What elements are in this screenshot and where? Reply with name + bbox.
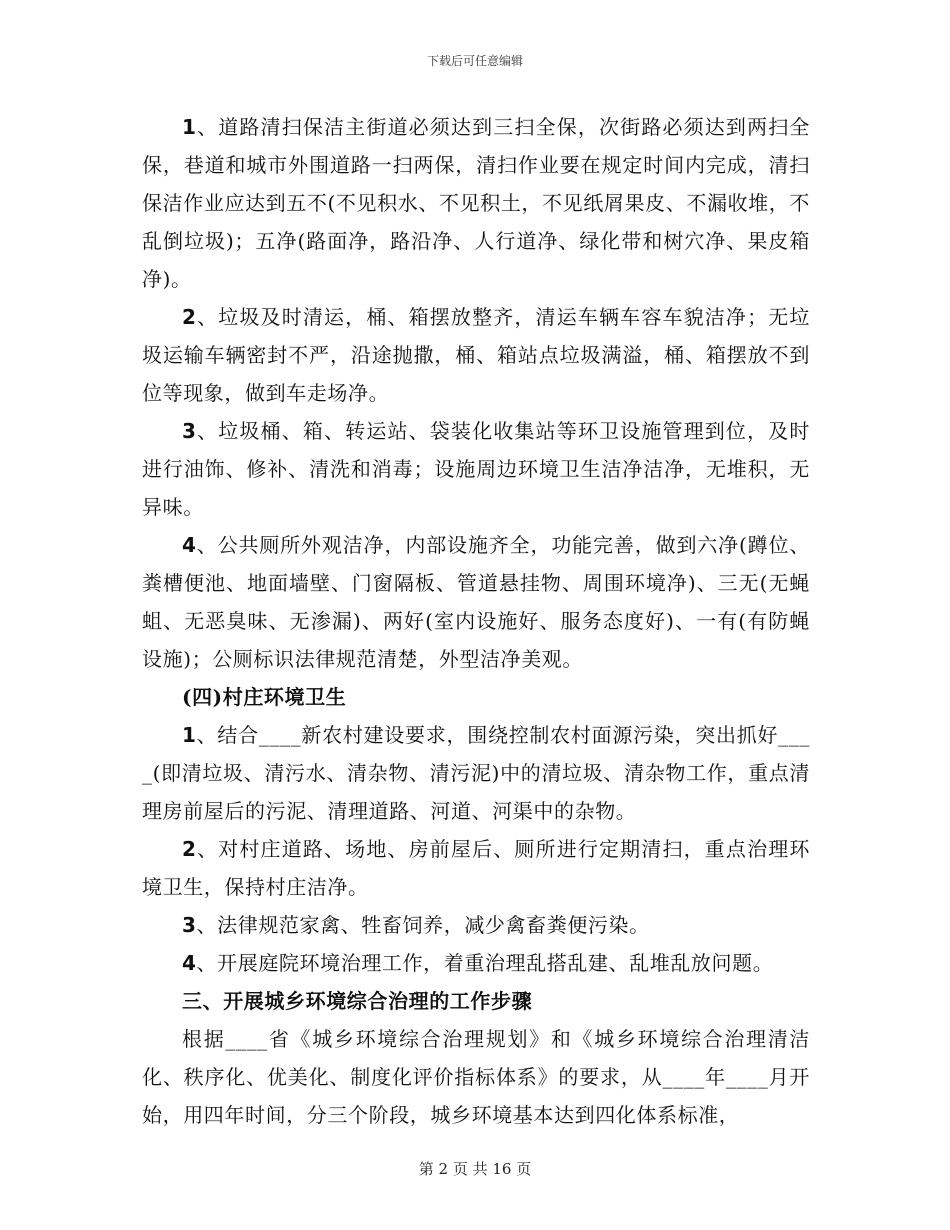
paragraph-number: 2 [182, 305, 197, 329]
village-paragraph-1 [142, 716, 810, 830]
paragraph-number: 1 [182, 115, 197, 139]
village-paragraph-2 [142, 830, 810, 906]
page-footer: 第 2 页 共 16 页 [418, 1160, 532, 1178]
document-body [142, 108, 810, 1134]
village-paragraph-4 [142, 944, 810, 982]
paragraph-4 [142, 526, 810, 678]
section-heading-steps: 三、开展城乡环境综合治理的工作步骤 [182, 989, 533, 1013]
paragraph-3 [142, 412, 810, 526]
paragraph-number: 3 [182, 419, 197, 443]
paragraph-text: 、公共厕所外观洁净，内部设施齐全，功能完善，做到六净(蹲位、粪槽便池、地面墙壁、门窗隔板、管道悬挂物、周围环境净)、三无(无蝇蛆、无恶臭味、无渗漏)、两好(室内设施好、服务态度好)、一有(有防蝇设施)；公厕标识法律规范清楚，外型洁净美观。 [142, 533, 810, 671]
paragraph-text: 、结合____新农村建设要求，围绕控制农村面源污染，突出抓好____(即清垃圾、清污水、清杂物、清污泥)中的清垃圾、清杂物工作，重点清理房前屋后的污泥、清理道路、河道、河渠中的杂物。 [142, 723, 810, 823]
paragraph-text: 、开展庭院环境治理工作，着重治理乱搭乱建、乱堆乱放问题。 [196, 951, 774, 975]
paragraph-text: 、垃圾及时清运，桶、箱摆放整齐，清运车辆车容车貌洁净；无垃圾运输车辆密封不严，沿途抛撒，桶、箱站点垃圾满溢，桶、箱摆放不到位等现象，做到车走场净。 [142, 305, 810, 405]
paragraph-text: 、道路清扫保洁主街道必须达到三扫全保，次街路必须达到两扫全保，巷道和城市外围道路一扫两保，清扫作业要在规定时间内完成，清扫保洁作业应达到五不(不见积水、不见积土，不见纸屑果皮、不漏收堆，不乱倒垃圾)；五净(路面净，路沿净、人行道净、绿化带和树穴净、果皮箱净)。 [142, 115, 810, 291]
paragraph-number: 4 [182, 533, 197, 557]
paragraph-number: 2 [182, 837, 197, 861]
paragraph-text: 、垃圾桶、箱、转运站、袋装化收集站等环卫设施管理到位，及时进行油饰、修补、清洗和消毒；设施周边环境卫生洁净洁净，无堆积，无异味。 [142, 419, 810, 519]
paragraph-number: 3 [182, 913, 197, 937]
sub-heading-village: (四)村庄环境卫生 [182, 685, 347, 709]
paragraph-2 [142, 298, 810, 412]
paragraph-number: 1 [182, 723, 197, 747]
paragraph-number: 4 [182, 951, 197, 975]
final-paragraph: 根据____省《城乡环境综合治理规划》和《城乡环境综合治理清洁化、秩序化、优美化、制度化评价指标体系》的要求，从____年____月开始，用四年时间，分三个阶段，城乡环境基本达到四化体系标准， [142, 1027, 810, 1127]
village-paragraph-3 [142, 906, 810, 944]
paragraph-1 [142, 108, 810, 298]
paragraph-text: 、法律规范家禽、牲畜饲养，减少禽畜粪便污染。 [196, 913, 650, 937]
page-header: 下载后可任意编辑 [426, 54, 523, 68]
paragraph-text: 、对村庄道路、场地、房前屋后、厕所进行定期清扫，重点治理环境卫生，保持村庄洁净。 [142, 837, 810, 899]
